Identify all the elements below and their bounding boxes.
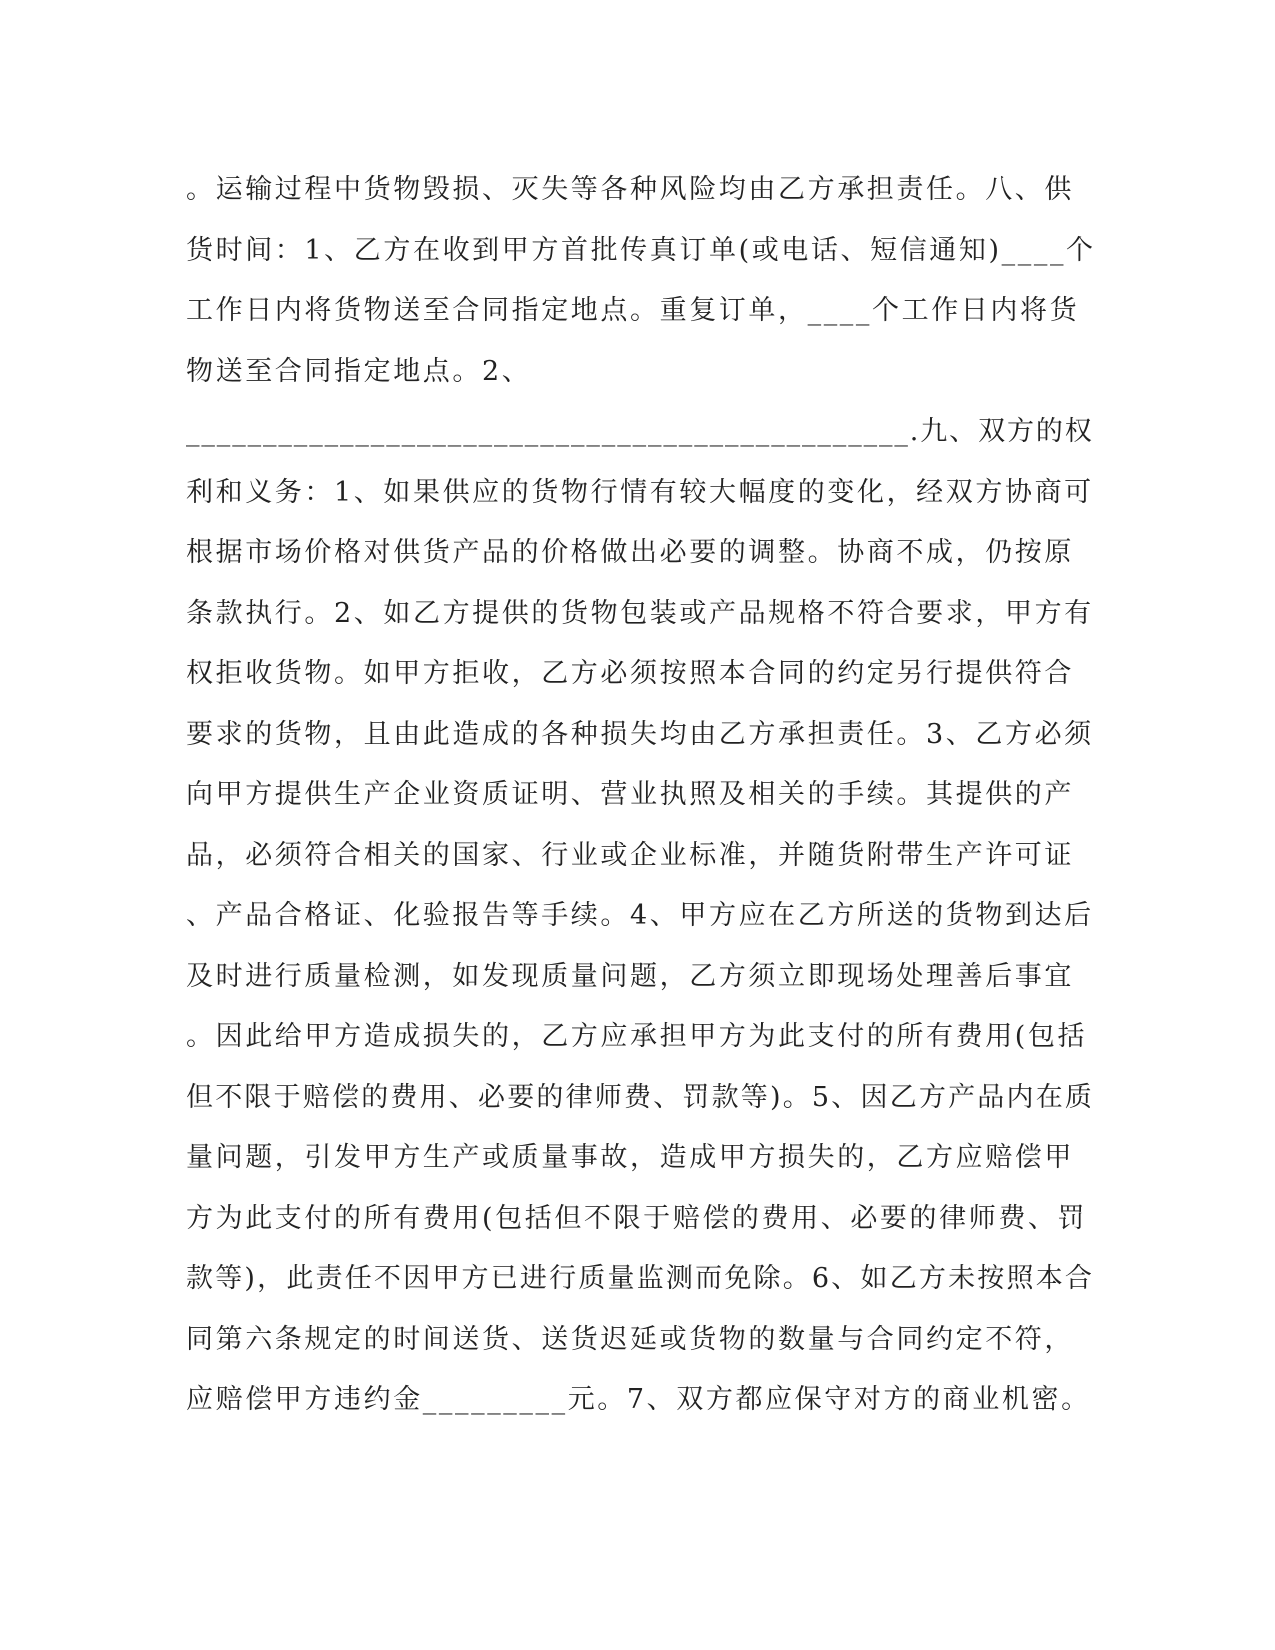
text-line: 要求的货物，且由此造成的各种损失均由乙方承担责任。3、乙方必须 (186, 718, 1094, 750)
text-line: 量问题，引发甲方生产或质量事故，造成甲方损失的，乙方应赔偿甲 (186, 1142, 1074, 1173)
text-line: 应赔偿甲方违约金_________元。7、双方都应保守对方的商业机密。 (186, 1384, 1091, 1415)
text-line: 货时间：1、乙方在收到甲方首批传真订单(或电话、短信通知)____个 (186, 234, 1096, 266)
text-line: 根据市场价格对供货产品的价格做出必要的调整。协商不成，仍按原 (186, 537, 1074, 568)
text-line: 物送至合同指定地点。2、 (186, 355, 532, 387)
text-line: 方为此支付的所有费用(包括但不限于赔偿的费用、必要的律师费、罚 (186, 1202, 1088, 1234)
text-line: 品，必须符合相关的国家、行业或企业标准，并随货附带生产许可证 (186, 839, 1074, 871)
text-line: 、产品合格证、化验报告等手续。4、甲方应在乙方所送的货物到达后 (186, 900, 1094, 931)
text-line: _______________________________________________.九、双方的权 (186, 416, 1094, 447)
text-line: 条款执行。2、如乙方提供的货物包装或产品规格不符合要求，甲方有 (186, 597, 1094, 629)
text-line: 。运输过程中货物毁损、灭失等各种风险均由乙方承担责任。八、供 (186, 174, 1074, 205)
text-line: 款等)，此责任不因甲方已进行质量监测而免除。6、如乙方未按照本合 (186, 1263, 1095, 1294)
text-line: 同第六条规定的时间送货、送货迟延或货物的数量与合同约定不符， (186, 1323, 1074, 1355)
text-line: 但不限于赔偿的费用、必要的律师费、罚款等)。5、因乙方产品内在质 (186, 1081, 1095, 1113)
text-line: 利和义务：1、如果供应的货物行情有较大幅度的变化，经双方协商可 (186, 476, 1094, 508)
text-line: 向甲方提供生产企业资质证明、营业执照及相关的手续。其提供的产 (186, 779, 1074, 810)
text-line: 及时进行质量检测，如发现质量问题，乙方须立即现场处理善后事宜 (186, 960, 1074, 992)
text-line: 权拒收货物。如甲方拒收，乙方必须按照本合同的约定另行提供符合 (186, 658, 1074, 689)
contract-body-text (186, 160, 1096, 1431)
text-line: 。因此给甲方造成损失的，乙方应承担甲方为此支付的所有费用(包括 (186, 1021, 1088, 1052)
text-line: 工作日内将货物送至合同指定地点。重复订单，____个工作日内将货 (186, 295, 1080, 326)
